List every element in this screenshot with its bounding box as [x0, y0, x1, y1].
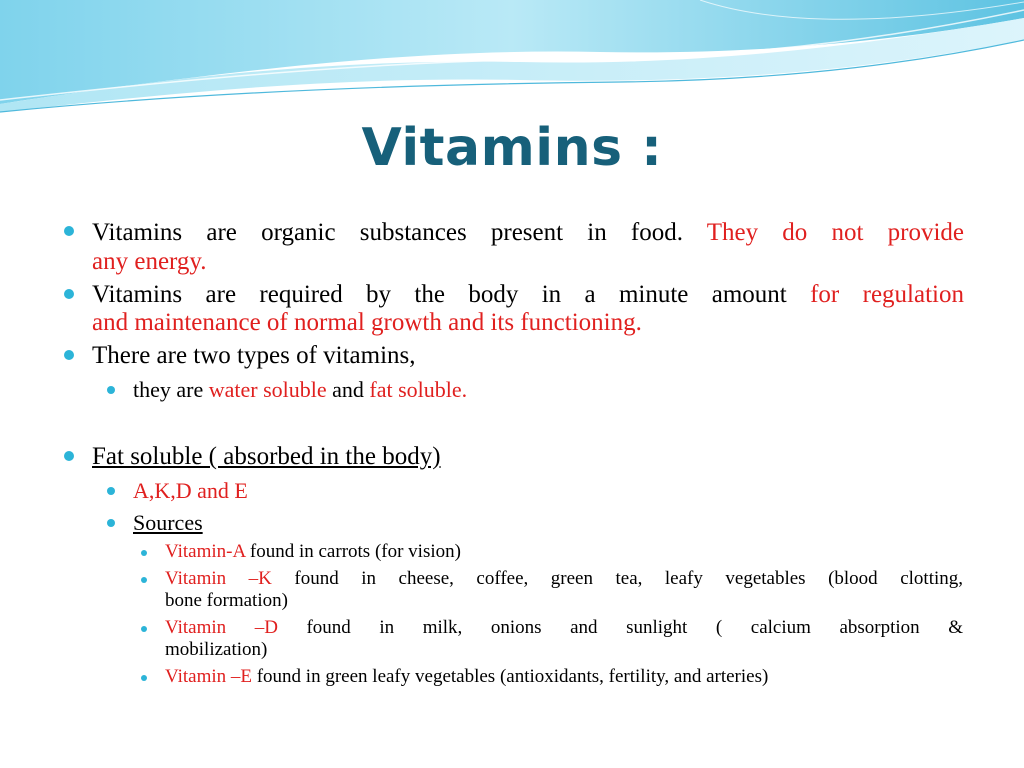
text-segment-highlight: water soluble	[208, 377, 327, 402]
slide-title: Vitamins :	[361, 118, 663, 178]
source-item-vitamin-a	[165, 541, 461, 563]
sub-sub-bullet-dot	[141, 626, 147, 632]
vitamin-name: Vitamin –K	[165, 568, 295, 589]
bullet-text-fat-soluble: Fat soluble ( absorbed in the body)	[92, 443, 441, 470]
vitamin-description: found in cheese, coffee, green tea, leafy vegetables (blood clotting,	[294, 568, 963, 589]
bullet-text-continuation: any energy.	[92, 248, 207, 275]
bullet-dot	[64, 226, 74, 236]
source-item-continuation: mobilization)	[165, 639, 268, 660]
bullet-text-continuation: and maintenance of normal growth and its functioning.	[92, 309, 642, 336]
bullet-dot	[64, 289, 74, 299]
vitamin-description: found in carrots (for vision)	[249, 541, 461, 562]
sub-bullet-text-sources: Sources	[133, 510, 203, 535]
vitamin-description: found in milk, onions and sunlight ( calcium absorption &	[306, 617, 964, 638]
sub-bullet-dot	[107, 519, 115, 527]
vitamin-name: Vitamin-A	[165, 541, 250, 562]
text-segment-highlight: fat soluble.	[369, 377, 468, 402]
source-item-vitamin-k	[165, 568, 963, 590]
sub-sub-bullet-dot	[141, 675, 147, 681]
text-segment: they are	[133, 377, 209, 402]
bullet-dot	[64, 451, 74, 461]
sub-bullet-dot	[107, 386, 115, 394]
bullet-text-two-types: There are two types of vitamins,	[92, 342, 416, 369]
vitamin-name: Vitamin –E	[165, 666, 257, 687]
source-item-continuation: bone formation)	[165, 590, 288, 611]
bullet-text-organic	[92, 219, 964, 247]
sub-bullet-dot	[107, 487, 115, 495]
sub-bullet-text-types	[133, 377, 467, 403]
text-segment: and	[326, 377, 370, 402]
text-segment: Vitamins are organic substances present in food.	[92, 219, 707, 246]
vitamin-description: found in green leafy vegetables (antioxidants, fertility, and arteries)	[256, 666, 769, 687]
sub-sub-bullet-dot	[141, 550, 147, 556]
vitamin-name: Vitamin –D	[165, 617, 307, 638]
source-item-vitamin-e	[165, 666, 768, 688]
sub-sub-bullet-dot	[141, 577, 147, 583]
bullet-dot	[64, 350, 74, 360]
bullet-text-required	[92, 281, 964, 309]
text-segment-highlight: They do not provide	[706, 219, 964, 246]
source-item-vitamin-d	[165, 617, 963, 639]
sub-bullet-text-akde: A,K,D and E	[133, 478, 248, 503]
text-segment-highlight: for regulation	[810, 281, 964, 308]
text-segment: Vitamins are required by the body in a minute amount	[92, 281, 811, 308]
